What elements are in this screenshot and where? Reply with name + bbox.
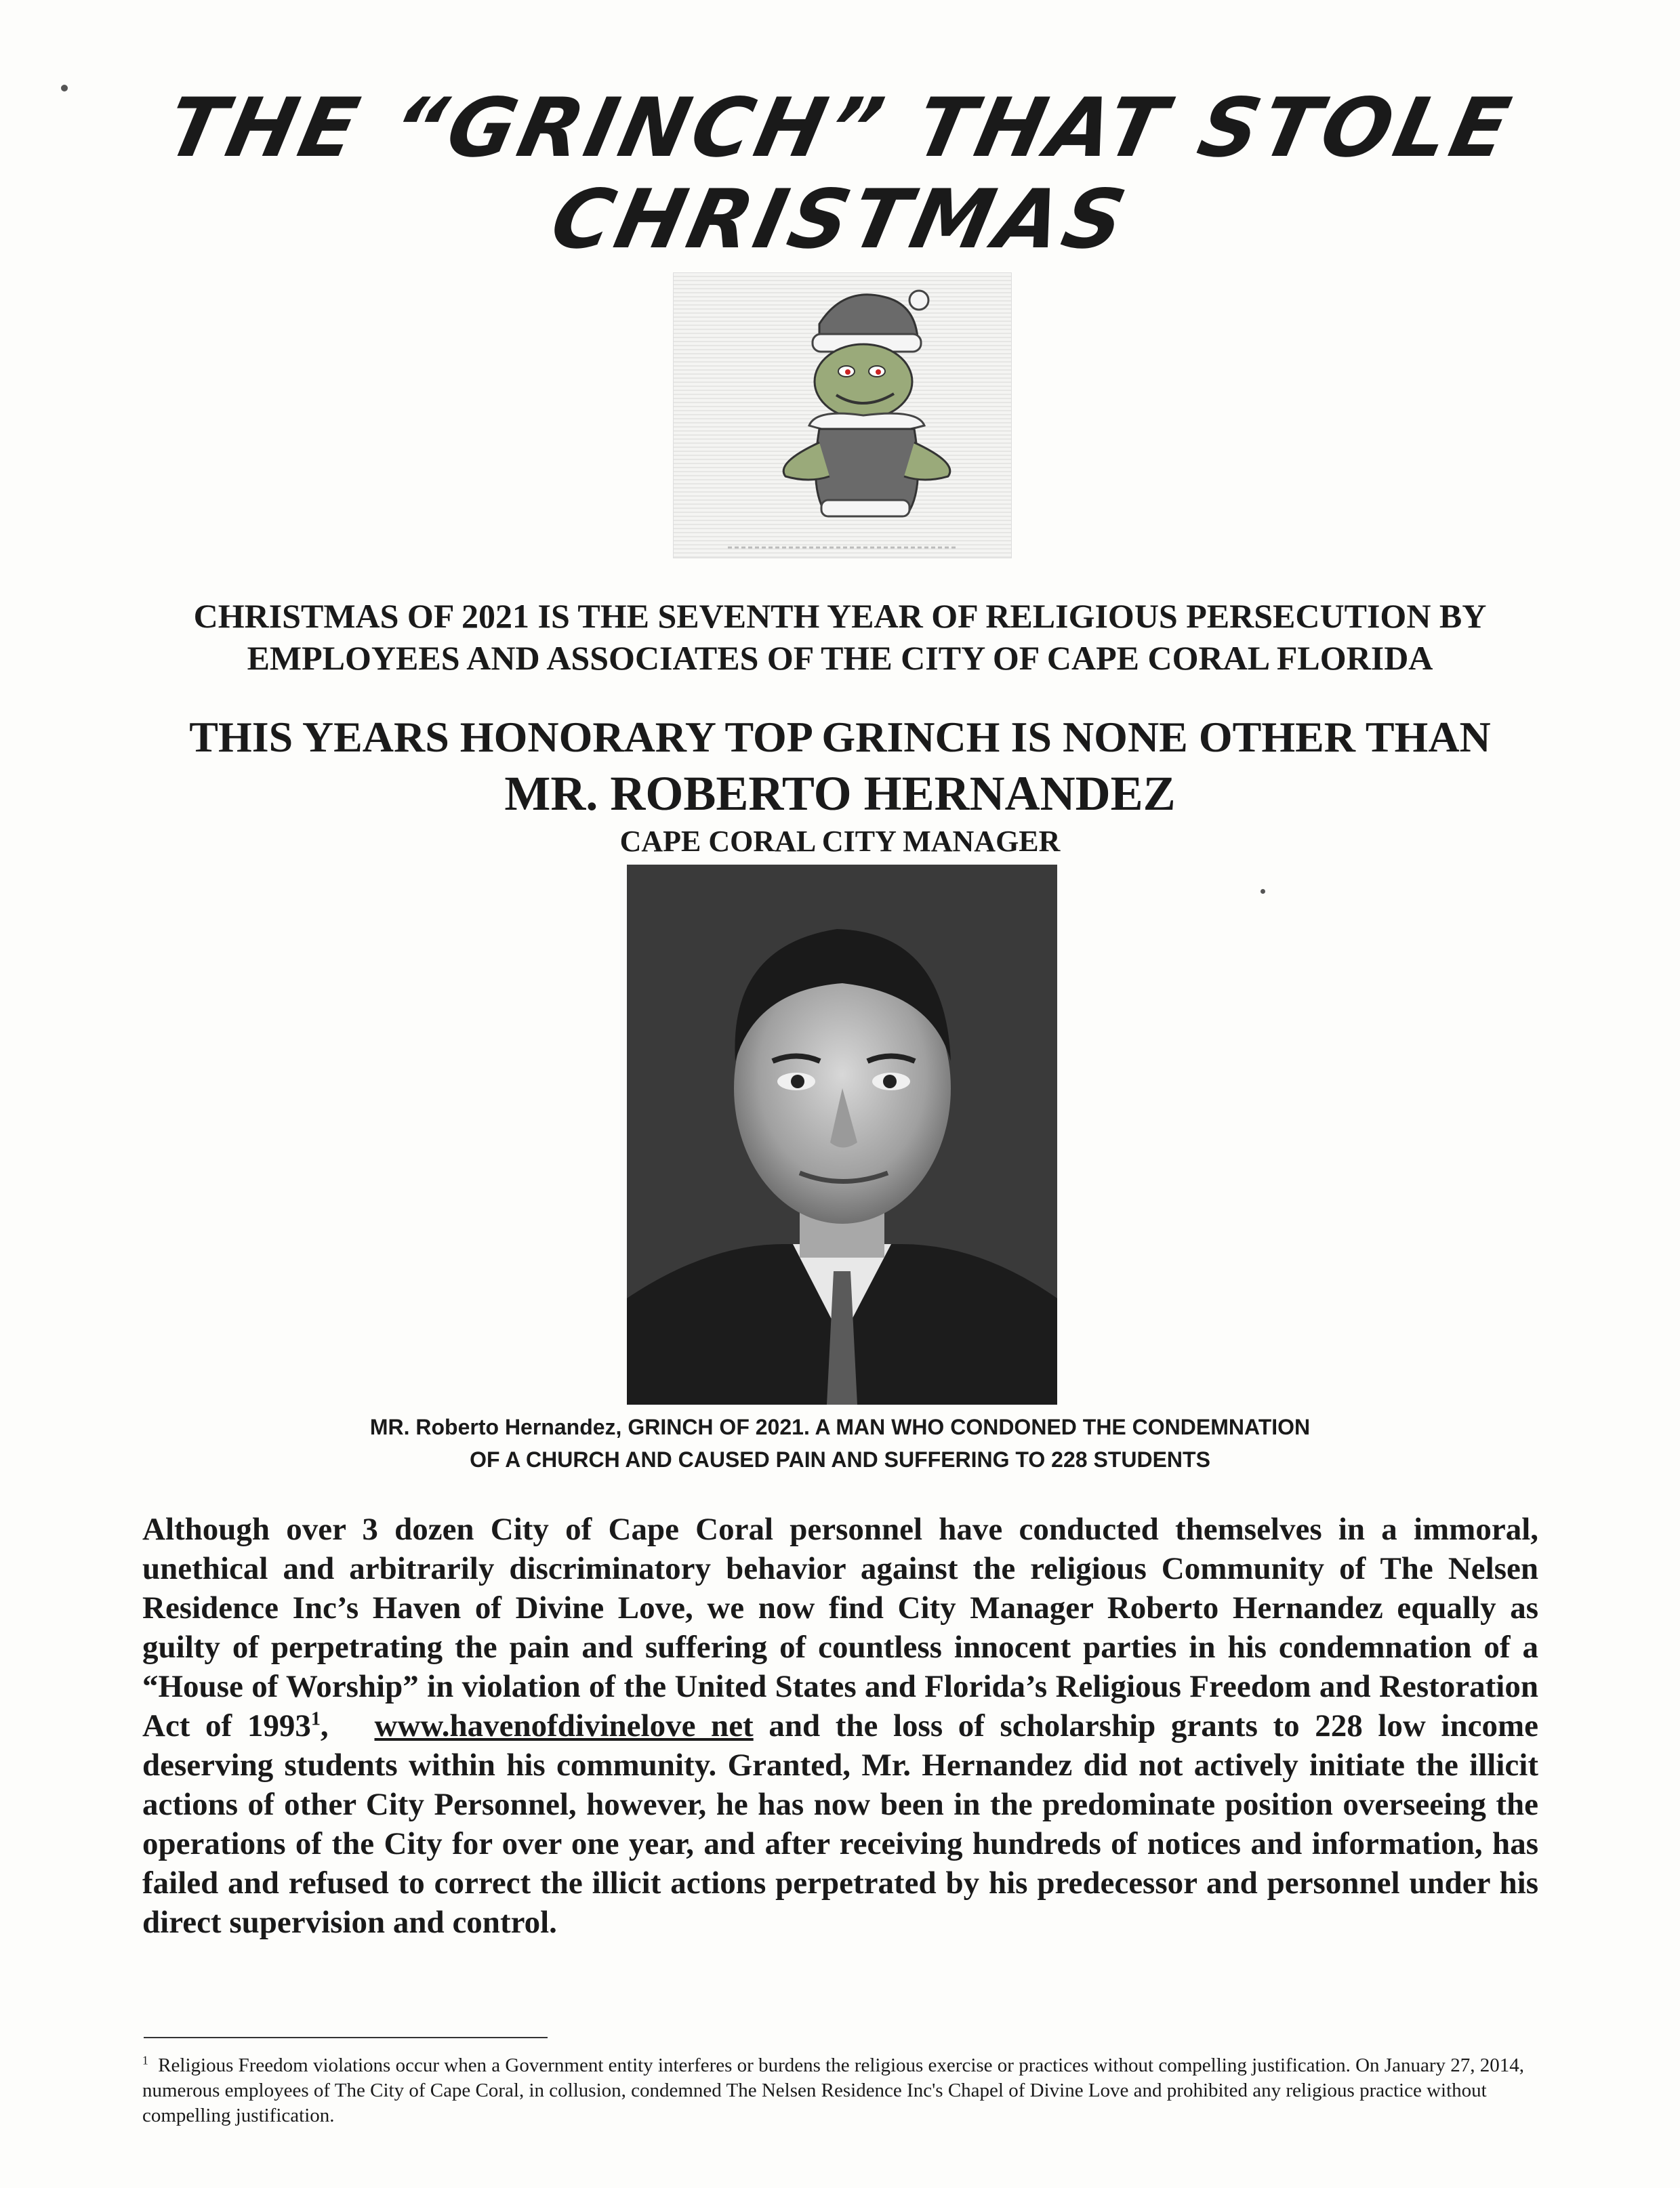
footnote <box>142 2053 1538 2128</box>
body-part-2: , <box>320 1708 329 1743</box>
intro-line-1: CHRISTMAS OF 2021 IS THE SEVENTH YEAR OF RELIGIOUS PERSECUTION BY <box>193 597 1487 635</box>
body-part-1: Although over 3 dozen City of Cape Coral personnel have conducted themselves in a immoral, unethical and arbitrarily discriminatory behavior against the religious Community of The Nelsen Residence Inc’s Haven of Divine Love, we now find City Manager Roberto Hernandez equally as guilty of perpetrating the pain and suffering of countless innocent parties in his condemnation of a “House of Worship” in violation of the United States and Florida’s Religious Freedom and Restoration Act of 1993 <box>142 1512 1538 1743</box>
website-link[interactable]: www.havenofdivinelove net <box>374 1708 754 1743</box>
intro-line-2: EMPLOYEES AND ASSOCIATES OF THE CITY OF CAPE CORAL FLORIDA <box>247 639 1433 677</box>
photo-caption-line-2: OF A CHURCH AND CAUSED PAIN AND SUFFERING TO 228 STUDENTS <box>470 1447 1210 1472</box>
title-line-1: THE “GRINCH” THAT STOLE <box>159 81 1521 176</box>
grinch-drawing <box>674 273 1011 558</box>
portrait-photo <box>627 865 1057 1405</box>
honoree-role: CAPE CORAL CITY MANAGER <box>619 825 1061 858</box>
scan-speck <box>61 85 68 91</box>
footnote-ref[interactable]: 1 <box>310 1708 321 1730</box>
honoree-name: MR. ROBERTO HERNANDEZ <box>504 766 1176 821</box>
body-paragraph <box>142 1510 1538 1942</box>
honoree-heading: THIS YEARS HONORARY TOP GRINCH IS NONE OTHER THAN <box>189 713 1491 761</box>
grinch-illustration <box>673 272 1012 558</box>
scan-speck <box>1261 889 1265 894</box>
portrait-drawing <box>627 865 1057 1405</box>
footnote-divider <box>144 2037 548 2038</box>
footnote-text: Religious Freedom violations occur when a Government entity interferes or burdens the religious exercise or practices without compelling justification. On January 27, 2014, numerous employees of The City of Cape Coral, in collusion, condemned The Nelsen Residence Inc's Chapel of Divine Love and prohibited any religious practice without compelling justification. <box>142 2055 1524 2126</box>
footnote-marker: 1 <box>142 2053 148 2067</box>
photo-caption-line-1: MR. Roberto Hernandez, GRINCH OF 2021. A MAN WHO CONDONED THE CONDEMNATION <box>369 1415 1311 1439</box>
title-line-2: CHRISTMAS <box>543 173 1137 267</box>
body-part-3: and the loss of scholarship grants to 228 low income deserving students within his community. Granted, Mr. Hernandez did not actively initiate the illicit actions of other City Personnel, however, he has now been in the predominate position overseeing the operations of the City for over one year, and after receiving hundreds of notices and information, has failed and refused to correct the illicit actions perpetrated by his predecessor and personnel under his direct supervision and control. <box>142 1708 1539 1940</box>
